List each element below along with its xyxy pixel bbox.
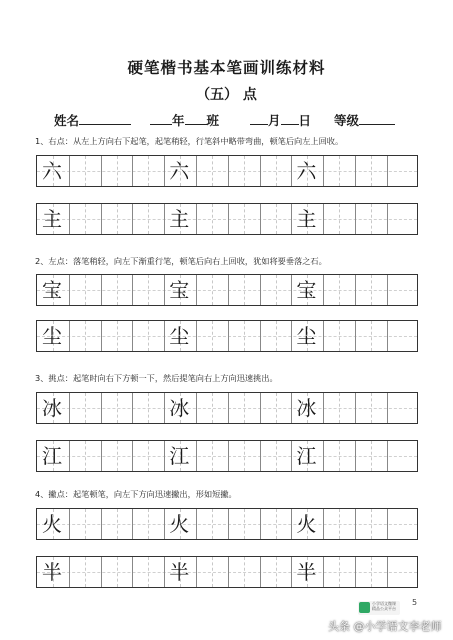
grid-cell-center-guide <box>339 393 340 423</box>
info-level <box>334 111 395 127</box>
class-blank <box>185 111 207 125</box>
grid-cell-center-guide <box>148 441 149 471</box>
grid-cell-center-guide <box>244 393 245 423</box>
grid-cell-center-guide <box>339 441 340 471</box>
grid-cell-center-guide <box>276 156 277 186</box>
grid-cell-center-guide <box>117 393 118 423</box>
grid-cell-divider <box>260 441 261 471</box>
attribution-watermark: 头条 @小学语文李老师 <box>328 620 442 633</box>
class-label: 班 <box>206 113 220 128</box>
grid-cell-divider <box>228 204 229 234</box>
grid-cell-center-guide <box>276 557 277 587</box>
grid-cell-center-guide <box>148 275 149 305</box>
grid-cell-divider <box>387 509 388 539</box>
practice-character: 半 <box>296 560 317 584</box>
grid-cell-divider <box>260 321 261 351</box>
grid-cell-center-guide <box>244 441 245 471</box>
grid-cell-divider <box>387 156 388 186</box>
grid-cell-divider <box>387 204 388 234</box>
grid-cell-center-guide <box>244 275 245 305</box>
practice-character: 尘 <box>296 324 317 348</box>
practice-character: 冰 <box>296 396 317 420</box>
name-label: 姓名 <box>54 113 80 128</box>
practice-character: 冰 <box>169 396 190 420</box>
grid-cell-divider <box>323 393 324 423</box>
section-instruction: 2、左点：落笔稍轻，向左下渐重行笔，顿笔后向右上回收，犹如将要垂落之石。 <box>35 256 327 266</box>
grid-cell-divider <box>355 557 356 587</box>
info-grade <box>150 111 219 127</box>
practice-character: 火 <box>42 512 62 536</box>
grid-cell-divider <box>260 393 261 423</box>
grid-cell-divider <box>228 557 229 587</box>
wechat-logo-icon <box>359 602 370 613</box>
practice-character: 六 <box>296 159 317 183</box>
grid-cell-divider <box>323 204 324 234</box>
grid-cell-divider <box>69 557 70 587</box>
grid-cell-divider <box>323 509 324 539</box>
grid-cell-center-guide <box>85 509 86 539</box>
grid-cell-center-guide <box>276 393 277 423</box>
section-instruction: 1、右点：从左上方向右下起笔，起笔稍轻，行笔斜中略带弯曲，顿笔后向左上回收。 <box>35 136 344 146</box>
grid-cell-divider <box>101 441 102 471</box>
practice-grid-row <box>36 203 418 235</box>
grid-cell-center-guide <box>276 321 277 351</box>
grid-cell-center-guide <box>85 393 86 423</box>
grid-cell-center-guide <box>85 441 86 471</box>
grid-cell-divider <box>196 275 197 305</box>
grid-cell-divider <box>196 321 197 351</box>
level-blank <box>359 111 395 125</box>
grid-cell-divider <box>101 275 102 305</box>
month-label: 月 <box>268 113 281 128</box>
grid-cell-divider <box>196 509 197 539</box>
grid-cell-divider <box>132 204 133 234</box>
grid-cell-divider <box>101 393 102 423</box>
grid-cell-divider <box>196 204 197 234</box>
grid-cell-center-guide <box>212 321 213 351</box>
grid-cell-divider <box>355 441 356 471</box>
day-blank <box>281 111 299 125</box>
grid-cell-center-guide <box>371 441 372 471</box>
grid-cell-center-guide <box>371 156 372 186</box>
month-blank <box>250 111 268 125</box>
grid-cell-divider <box>260 204 261 234</box>
practice-grid-row <box>36 440 418 472</box>
info-name <box>54 111 131 127</box>
grid-cell-center-guide <box>212 393 213 423</box>
grid-cell-center-guide <box>276 509 277 539</box>
grid-cell-divider <box>387 321 388 351</box>
grid-cell-center-guide <box>371 557 372 587</box>
grid-cell-divider <box>69 393 70 423</box>
grid-cell-center-guide <box>117 275 118 305</box>
grid-cell-center-guide <box>244 204 245 234</box>
grid-cell-divider <box>323 557 324 587</box>
name-blank <box>79 111 131 125</box>
info-date <box>250 111 311 127</box>
grid-cell-center-guide <box>244 557 245 587</box>
grid-cell-divider <box>69 156 70 186</box>
practice-grid-row <box>36 274 418 306</box>
grid-cell-divider <box>387 275 388 305</box>
practice-character: 半 <box>42 560 62 584</box>
grid-cell-divider <box>132 275 133 305</box>
practice-character: 宝 <box>296 278 317 302</box>
grid-cell-center-guide <box>117 204 118 234</box>
section-instruction: 4、撇点：起笔顿笔，向左下方向迅速撇出，形如短撇。 <box>35 489 237 499</box>
grid-cell-center-guide <box>212 204 213 234</box>
grid-cell-divider <box>260 557 261 587</box>
grid-cell-center-guide <box>244 156 245 186</box>
grid-cell-divider <box>355 509 356 539</box>
practice-grid-row <box>36 508 418 540</box>
level-label: 等级 <box>334 113 360 128</box>
grid-cell-center-guide <box>339 509 340 539</box>
grid-cell-divider <box>260 275 261 305</box>
practice-grid-row <box>36 556 418 588</box>
grade-blank <box>150 111 172 125</box>
grid-cell-center-guide <box>244 509 245 539</box>
grid-cell-center-guide <box>371 393 372 423</box>
grid-cell-center-guide <box>148 321 149 351</box>
grid-cell-center-guide <box>117 321 118 351</box>
grid-cell-divider <box>355 204 356 234</box>
grid-cell-center-guide <box>339 275 340 305</box>
watermark-text: 小学语文微课 精品公众平台 <box>372 601 396 611</box>
grid-cell-center-guide <box>339 204 340 234</box>
grid-cell-center-guide <box>117 557 118 587</box>
practice-character: 江 <box>169 444 190 468</box>
practice-character: 尘 <box>169 324 190 348</box>
day-label: 日 <box>298 113 312 128</box>
grid-cell-center-guide <box>148 156 149 186</box>
practice-character: 火 <box>169 512 190 536</box>
grid-cell-center-guide <box>212 509 213 539</box>
practice-grid-row <box>36 320 418 352</box>
grid-cell-center-guide <box>117 156 118 186</box>
grid-cell-divider <box>228 321 229 351</box>
grid-cell-center-guide <box>339 557 340 587</box>
section-instruction: 3、挑点：起笔时向右下方顿一下，然后提笔向右上方向迅速挑出。 <box>35 373 278 383</box>
grid-cell-divider <box>323 156 324 186</box>
grid-cell-divider <box>196 156 197 186</box>
practice-character: 六 <box>42 159 62 183</box>
grid-cell-center-guide <box>117 441 118 471</box>
grid-cell-divider <box>323 441 324 471</box>
grid-cell-divider <box>260 156 261 186</box>
practice-character: 火 <box>296 512 317 536</box>
grid-cell-divider <box>228 441 229 471</box>
practice-grid-row <box>36 155 418 187</box>
grid-cell-center-guide <box>371 204 372 234</box>
grid-cell-divider <box>69 204 70 234</box>
grid-cell-center-guide <box>212 156 213 186</box>
grid-cell-divider <box>228 393 229 423</box>
page-subtitle: （五） 点 <box>196 87 257 103</box>
grid-cell-divider <box>196 393 197 423</box>
grid-cell-divider <box>196 557 197 587</box>
grid-cell-divider <box>228 156 229 186</box>
grid-cell-divider <box>387 557 388 587</box>
grid-cell-divider <box>101 557 102 587</box>
grid-cell-center-guide <box>148 509 149 539</box>
grid-cell-divider <box>132 441 133 471</box>
grid-cell-divider <box>387 441 388 471</box>
practice-character: 江 <box>42 444 62 468</box>
page-number: 5 <box>412 598 418 607</box>
grid-cell-center-guide <box>339 321 340 351</box>
grid-cell-center-guide <box>212 557 213 587</box>
practice-character: 尘 <box>42 324 62 348</box>
grid-cell-center-guide <box>212 275 213 305</box>
grid-cell-center-guide <box>117 509 118 539</box>
grid-cell-center-guide <box>371 275 372 305</box>
grid-cell-divider <box>260 509 261 539</box>
practice-character: 江 <box>296 444 317 468</box>
grid-cell-center-guide <box>148 204 149 234</box>
grid-cell-divider <box>228 509 229 539</box>
grid-cell-divider <box>355 321 356 351</box>
grid-cell-center-guide <box>244 321 245 351</box>
practice-character: 宝 <box>42 278 62 302</box>
grid-cell-divider <box>101 509 102 539</box>
grid-cell-divider <box>355 275 356 305</box>
grid-cell-divider <box>355 393 356 423</box>
grid-cell-divider <box>228 275 229 305</box>
grid-cell-center-guide <box>276 441 277 471</box>
grid-cell-divider <box>132 156 133 186</box>
grid-cell-divider <box>355 156 356 186</box>
grid-cell-divider <box>132 509 133 539</box>
grid-cell-center-guide <box>85 557 86 587</box>
grid-cell-divider <box>69 509 70 539</box>
practice-character: 六 <box>169 159 190 183</box>
practice-character: 主 <box>296 207 317 231</box>
practice-character: 主 <box>42 207 62 231</box>
grid-cell-divider <box>196 441 197 471</box>
grid-cell-center-guide <box>85 204 86 234</box>
grid-cell-divider <box>387 393 388 423</box>
grid-cell-divider <box>101 204 102 234</box>
practice-character: 主 <box>169 207 190 231</box>
grid-cell-center-guide <box>371 321 372 351</box>
grid-cell-center-guide <box>85 275 86 305</box>
grid-cell-divider <box>132 393 133 423</box>
grid-cell-divider <box>101 321 102 351</box>
grid-cell-divider <box>323 321 324 351</box>
grade-label: 年 <box>172 113 185 128</box>
grid-cell-center-guide <box>276 204 277 234</box>
grid-cell-center-guide <box>148 557 149 587</box>
grid-cell-center-guide <box>276 275 277 305</box>
grid-cell-divider <box>132 321 133 351</box>
grid-cell-center-guide <box>212 441 213 471</box>
grid-cell-divider <box>132 557 133 587</box>
grid-cell-divider <box>323 275 324 305</box>
practice-grid-row <box>36 392 418 424</box>
practice-character: 冰 <box>42 396 62 420</box>
grid-cell-divider <box>69 321 70 351</box>
grid-cell-center-guide <box>85 321 86 351</box>
grid-cell-divider <box>69 275 70 305</box>
grid-cell-center-guide <box>85 156 86 186</box>
grid-cell-center-guide <box>148 393 149 423</box>
grid-cell-center-guide <box>339 156 340 186</box>
practice-character: 宝 <box>169 278 190 302</box>
practice-character: 半 <box>169 560 190 584</box>
page-title: 硬笔楷书基本笔画训练材料 <box>127 58 326 77</box>
grid-cell-center-guide <box>371 509 372 539</box>
grid-cell-divider <box>101 156 102 186</box>
grid-cell-divider <box>69 441 70 471</box>
